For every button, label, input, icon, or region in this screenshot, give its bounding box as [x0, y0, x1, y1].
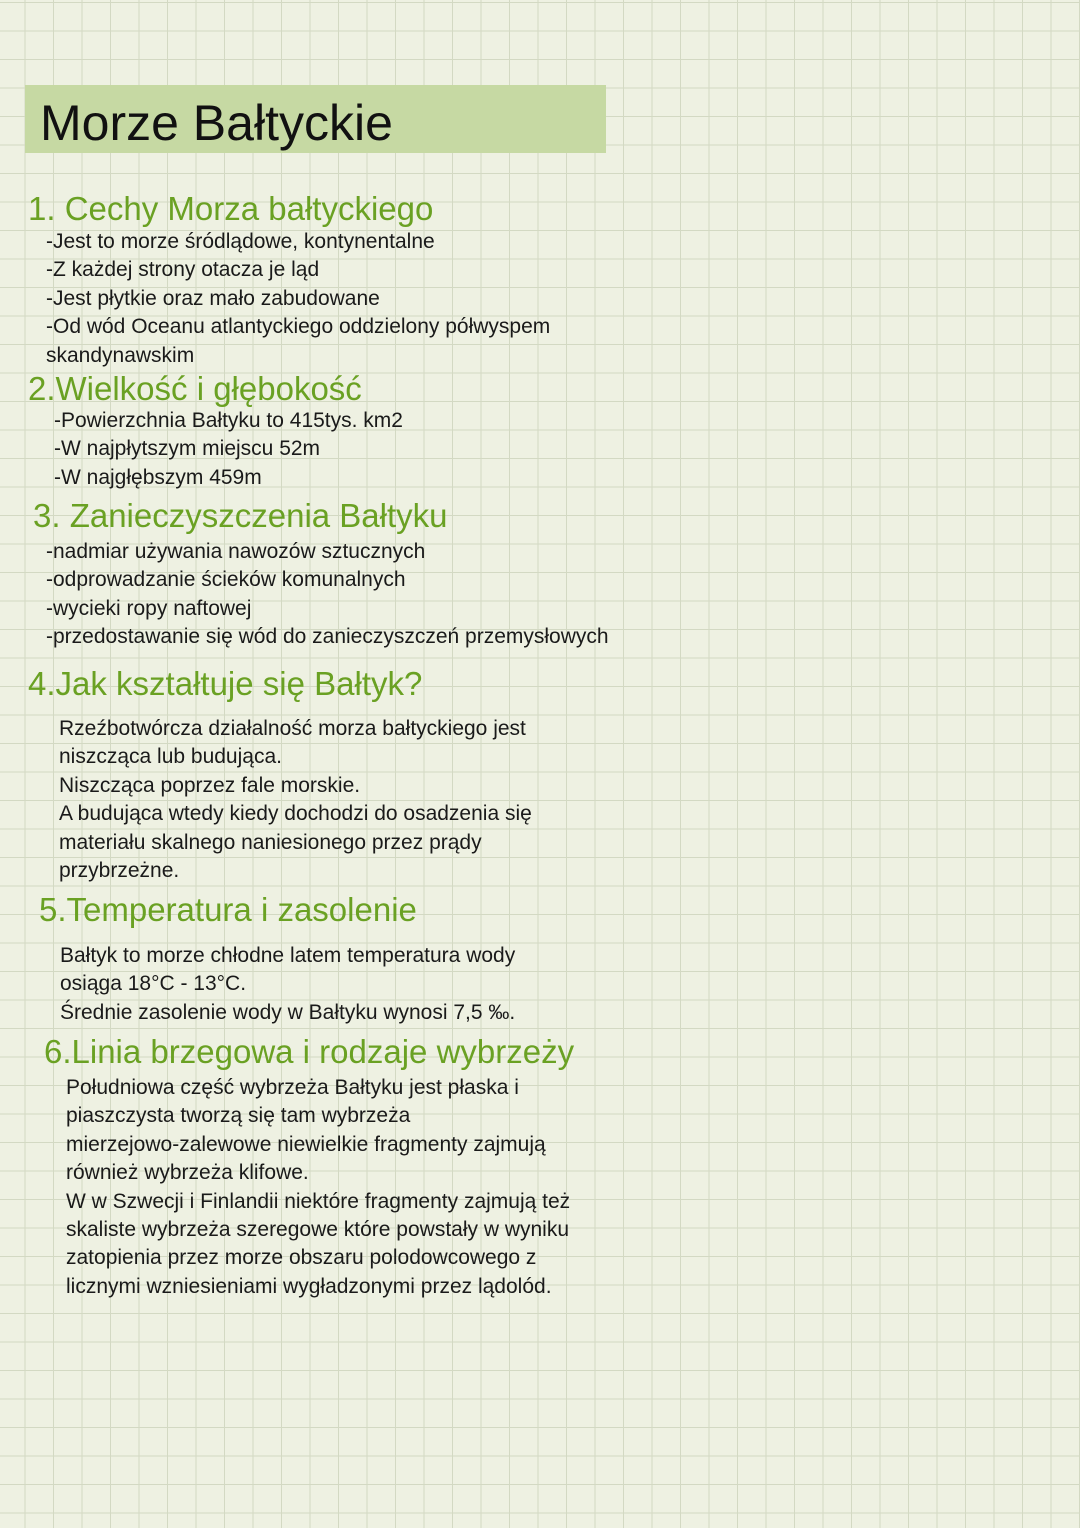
text-line: materiału skalnego naniesionego przez prądy — [59, 830, 482, 854]
section-heading-wielkosc: 2.Wielkość i głębokość — [28, 370, 362, 407]
text-line: -Od wód Oceanu atlantyckiego oddzielony półwyspem — [46, 315, 551, 339]
text-line: -odprowadzanie ścieków komunalnych — [46, 568, 406, 592]
text-line: Bałtyk to morze chłodne latem temperatura wody — [60, 944, 516, 967]
section-body-wielkosc — [54, 407, 403, 492]
text-line: -Z każdej strony otacza je ląd — [46, 258, 320, 282]
section-heading-zanieczyszczenia: 3. Zanieczyszczenia Bałtyku — [33, 497, 448, 534]
text-line: W w Szwecji i Finlandii niektóre fragmenty zajmują też — [66, 1189, 571, 1213]
text-line: -nadmiar używania nawozów sztucznych — [46, 540, 426, 563]
section-body-temperatura — [60, 942, 515, 1027]
text-line: -przedostawanie się wód do zanieczyszczeń przemysłowych — [46, 625, 609, 649]
text-line: skaliste wybrzeża szeregowe które powstały w wyniku — [66, 1218, 570, 1242]
text-line: mierzejowo-zalewowe niewielkie fragmenty zajmują — [66, 1132, 546, 1156]
section-heading-temperatura: 5.Temperatura i zasolenie — [39, 891, 417, 928]
text-line: Średnie zasolenie wody w Bałtyku wynosi 7,5 ‰. — [60, 1000, 516, 1024]
section-body-linia-brzegowa — [66, 1074, 570, 1301]
section-heading-linia-brzegowa: 6.Linia brzegowa i rodzaje wybrzeży — [44, 1033, 575, 1070]
section-heading-cechy: 1. Cechy Morza bałtyckiego — [28, 190, 434, 227]
page-title: Morze Bałtyckie — [40, 95, 393, 151]
text-line: -Jest płytkie oraz mało zabudowane — [46, 286, 380, 310]
text-line: -Powierzchnia Bałtyku to 415tys. km2 — [54, 409, 403, 432]
section-heading-ksztaltowanie: 4.Jak kształtuje się Bałtyk? — [28, 665, 423, 702]
text-line: -W najgłębszym 459m — [54, 465, 262, 489]
text-line: piaszczysta tworzą się tam wybrzeża — [66, 1104, 411, 1128]
text-line: A budująca wtedy kiedy dochodzi do osadzenia się — [59, 802, 532, 826]
text-line: licznymi wzniesieniami wygładzonymi przez lądolód. — [66, 1274, 552, 1298]
text-line: Rzeźbotwórcza działalność morza bałtyckiego jest — [59, 717, 526, 740]
section-body-zanieczyszczenia — [46, 538, 609, 652]
section-body-ksztaltowanie — [59, 715, 532, 885]
text-line: -Jest to morze śródlądowe, kontynentalne — [46, 230, 435, 253]
text-line: przybrzeżne. — [59, 859, 180, 883]
text-line: -wycieki ropy naftowej — [46, 596, 252, 620]
text-line: osiąga 18°C - 13°C. — [60, 972, 247, 996]
text-line: Południowa część wybrzeża Bałtyku jest płaska i — [66, 1076, 519, 1099]
text-line: Niszcząca poprzez fale morskie. — [59, 773, 361, 797]
section-body-cechy — [46, 228, 550, 370]
text-line: niszcząca lub budująca. — [59, 745, 282, 769]
text-line: skandynawskim — [46, 343, 195, 367]
text-line: zatopienia przez morze obszaru polodowcowego z — [66, 1246, 537, 1270]
text-line: -W najpłytszym miejscu 52m — [54, 437, 321, 461]
text-line: również wybrzeża klifowe. — [66, 1161, 309, 1185]
